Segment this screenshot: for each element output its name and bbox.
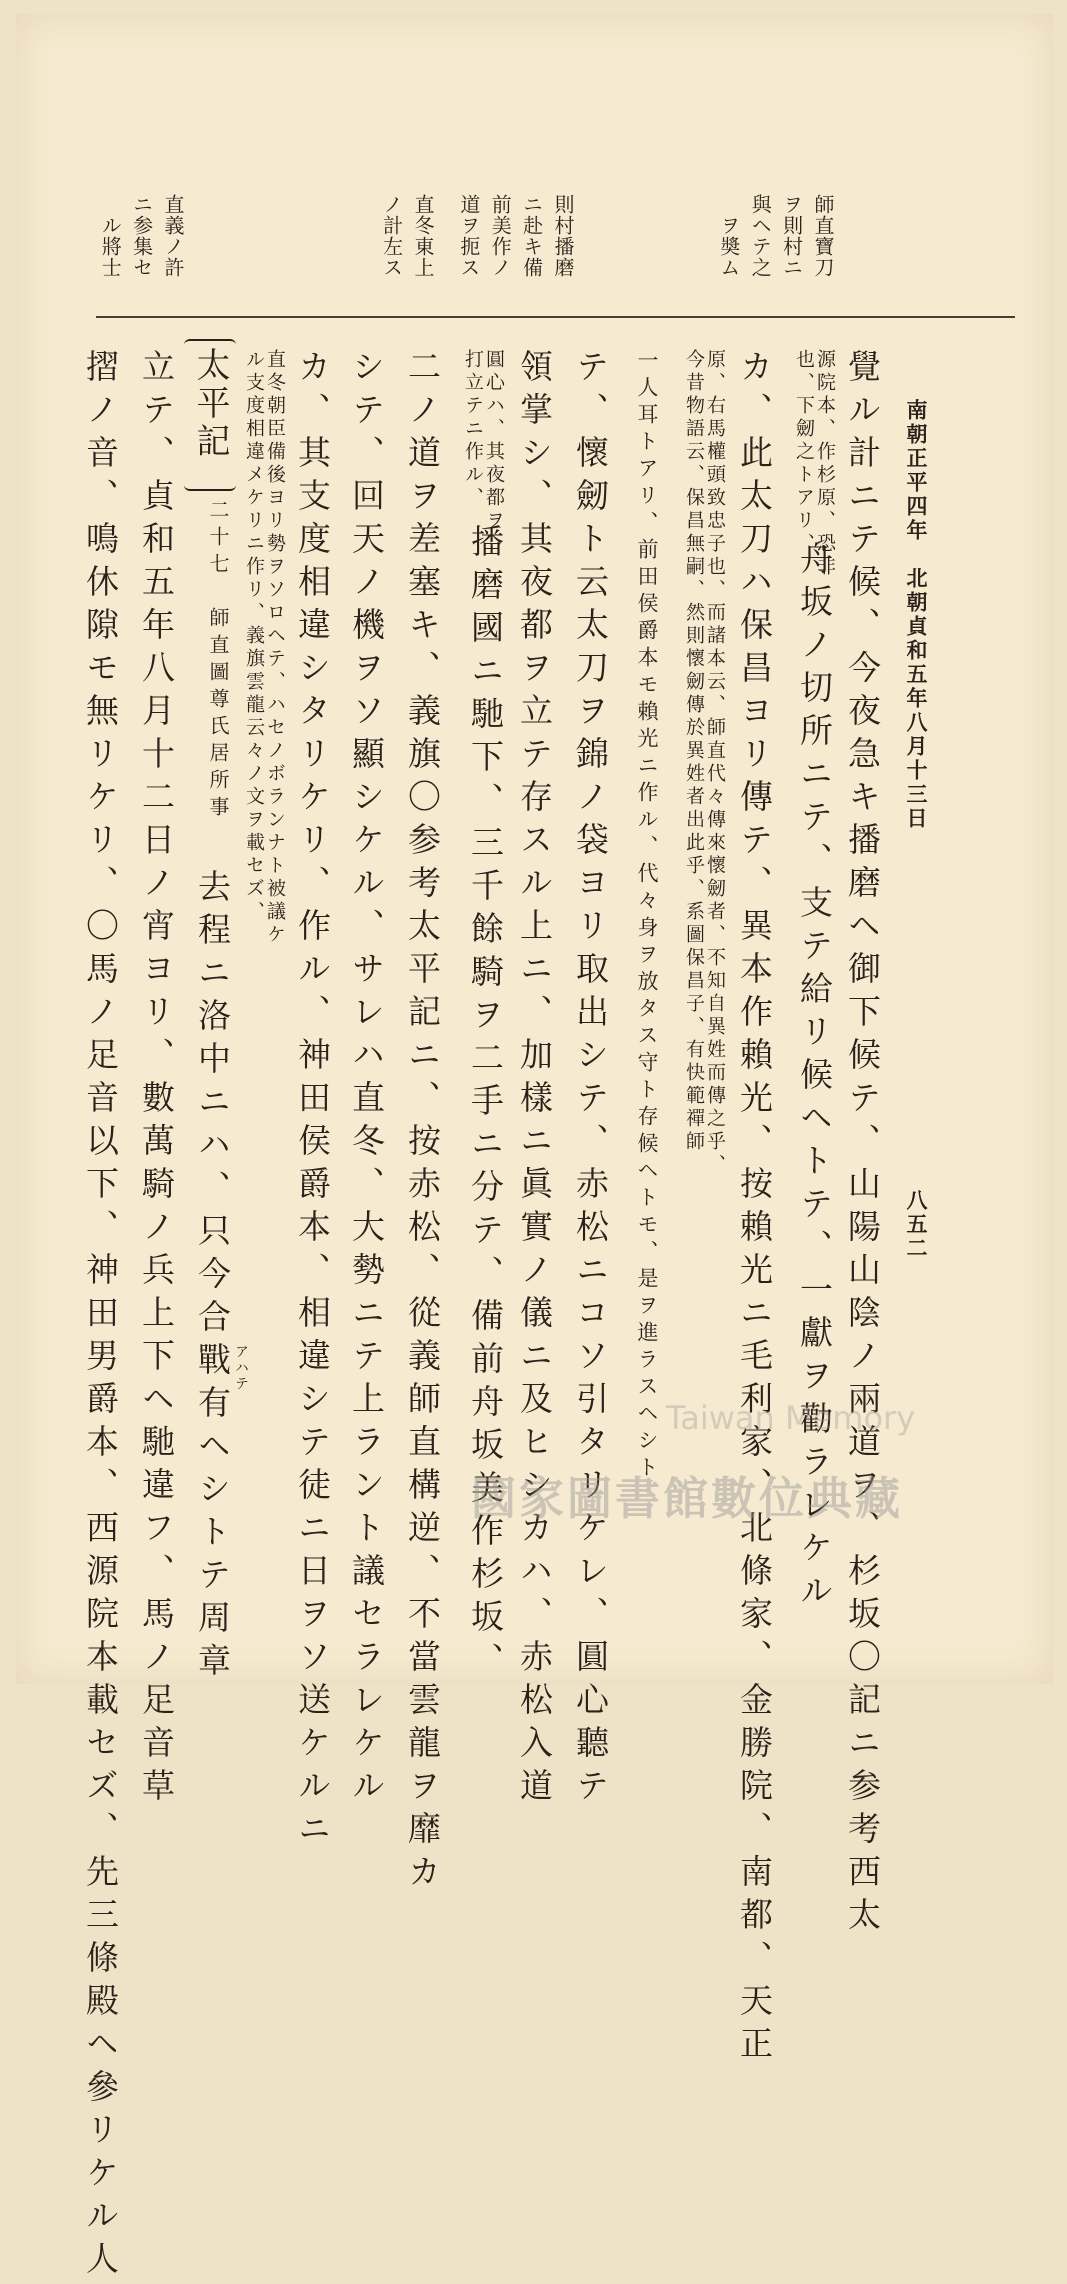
annotation-line: 源院本、作杉原、恐非 bbox=[814, 349, 836, 579]
margin-note-line: ノ計左ス bbox=[379, 194, 404, 278]
annotation-line: 今昔物語云、保昌無嗣、然則懷劒傳於異姓者出此乎、系圖保昌子、有快範禪師 bbox=[683, 349, 705, 1154]
margin-note-harima bbox=[455, 194, 573, 283]
margin-note-line: ニ参集セ bbox=[129, 194, 154, 278]
text-column-3: カ、此太刀ハ保昌ヨリ傳テ、異本作賴光、按賴光ニ毛利家、北條家、金勝院、南都、天正 bbox=[735, 349, 774, 2069]
margin-note-line: ニ赴キ備 bbox=[519, 194, 544, 278]
annotation-line: 原、右馬權頭致忠子也、而諸本云、師直代々傳來懷劒者、不知自異姓而傳之乎、 bbox=[704, 349, 726, 1177]
text-column-1: 覺ル計ニテ候、今夜急キ播磨ヘ御下候テ、山陽山陰ノ兩道ヲ、杉坂〇記ニ参考西太 bbox=[843, 349, 882, 1940]
era-header: 南朝正平四年 北朝貞和五年八月十三日 bbox=[904, 399, 929, 831]
text-column-7: 領掌シ、其夜都ヲ立テ存スル上ニ、加樣ニ眞實ノ儀ニ及ヒシカハ、赤松入道 bbox=[515, 349, 554, 1811]
margin-note-line: 直冬東上 bbox=[411, 194, 435, 278]
margin-note-sword bbox=[715, 194, 833, 283]
margin-note-line: 前美作ノ bbox=[488, 194, 513, 278]
text-column-13: 立テ、貞和五年八月十二日ノ宵ヨリ、數萬騎ノ兵上下ヘ馳違フ、馬ノ足音草 bbox=[137, 349, 176, 1811]
margin-note-line: 直義ノ許 bbox=[161, 194, 185, 278]
text-column-10: シテ、回天ノ機ヲソ顯シケル、サレハ直冬、大勢ニテ上ラント議セラレケル bbox=[347, 349, 386, 1811]
margin-note-tadayoshi bbox=[96, 194, 183, 283]
margin-note-line: 師直寶刀 bbox=[811, 194, 835, 278]
annotation-line: 圓心ハ、其夜都ヲ bbox=[483, 349, 505, 533]
annotation-line: 直冬朝臣備後ヨリ勢ヲソロヘテ、ハセノボランナト被議ケ bbox=[264, 349, 286, 947]
text-column-4 bbox=[684, 349, 724, 1177]
source-chapter: 二十七 師直圖尊氏居所事 bbox=[206, 499, 230, 823]
source-title: 太平記 bbox=[190, 347, 230, 461]
text-column-12 bbox=[244, 349, 284, 947]
margin-note-line: 則村播磨 bbox=[551, 194, 575, 278]
page-number: 八五二 bbox=[904, 1189, 929, 1261]
text-column-5: 一人耳トアリ、前田侯爵本モ賴光ニ作ル、代々身ヲ放タス守ト存候ヘトモ、是ヲ進ラスヘシト bbox=[635, 349, 659, 1483]
ruby-reading: アハテ bbox=[233, 1344, 249, 1392]
annotation-line: 也、下劒之トアリ、 bbox=[793, 349, 815, 556]
margin-note-tadafuyu bbox=[378, 194, 433, 283]
margin-note-line: ル將士 bbox=[98, 215, 123, 278]
annotation-line: 打立テニ作ル、 bbox=[462, 349, 484, 510]
main-text: 播磨國ニ馳下、三千餘騎ヲ二手ニ分テ、備前舟坂美作杉坂、 bbox=[466, 524, 505, 1685]
annotation-line: ル支度相違メケリニ作リ、義旗雲龍云々ノ文ヲ載セズ、 bbox=[243, 349, 265, 924]
margin-note-line: 與ヘテ之 bbox=[748, 194, 773, 278]
text-column-6: テ、懷劒ト云太刀ヲ錦ノ袋ヨリ取出シテ、赤松ニコソ引タリケレ、圓心聽テ bbox=[571, 349, 610, 1811]
header-divider bbox=[96, 316, 1015, 318]
main-text: 舟坂ノ切所ニテ、支テ給リ候ヘトテ、一獻ヲ勸ラレケル bbox=[795, 541, 834, 1616]
margin-note-line: ヲ奬ム bbox=[716, 215, 741, 278]
margin-note-line: ヲ則村ニ bbox=[779, 194, 804, 278]
source-bracket bbox=[184, 339, 238, 489]
text-column-14: 摺ノ音、鳴休隙モ無リケリ、〇馬ノ足音以下、神田男爵本、西源院本載セズ、先三條殿ヘ參リケル人 bbox=[81, 349, 120, 2284]
library-watermark: 國家圖書館數位典藏 bbox=[471, 1472, 904, 1525]
watermark-subtitle: Taiwan Memory bbox=[666, 1399, 916, 1437]
margin-note-line: 道ヲ扼ス bbox=[456, 194, 481, 278]
text-column-11: カ、其支度相違シタリケリ、作ル、神田侯爵本、相違シテ徒ニ日ヲソ送ケルニ bbox=[293, 349, 332, 1854]
book-page bbox=[16, 14, 1053, 2284]
text-continuation: 去程ニ洛中ニハ、只今合戰有ヘシトテ周章 bbox=[193, 869, 232, 1686]
text-column-9: 二ノ道ヲ差塞キ、義旗〇参考太平記ニ、按赤松、從義師直構逆、不當雲龍ヲ靡カ bbox=[403, 349, 442, 1897]
